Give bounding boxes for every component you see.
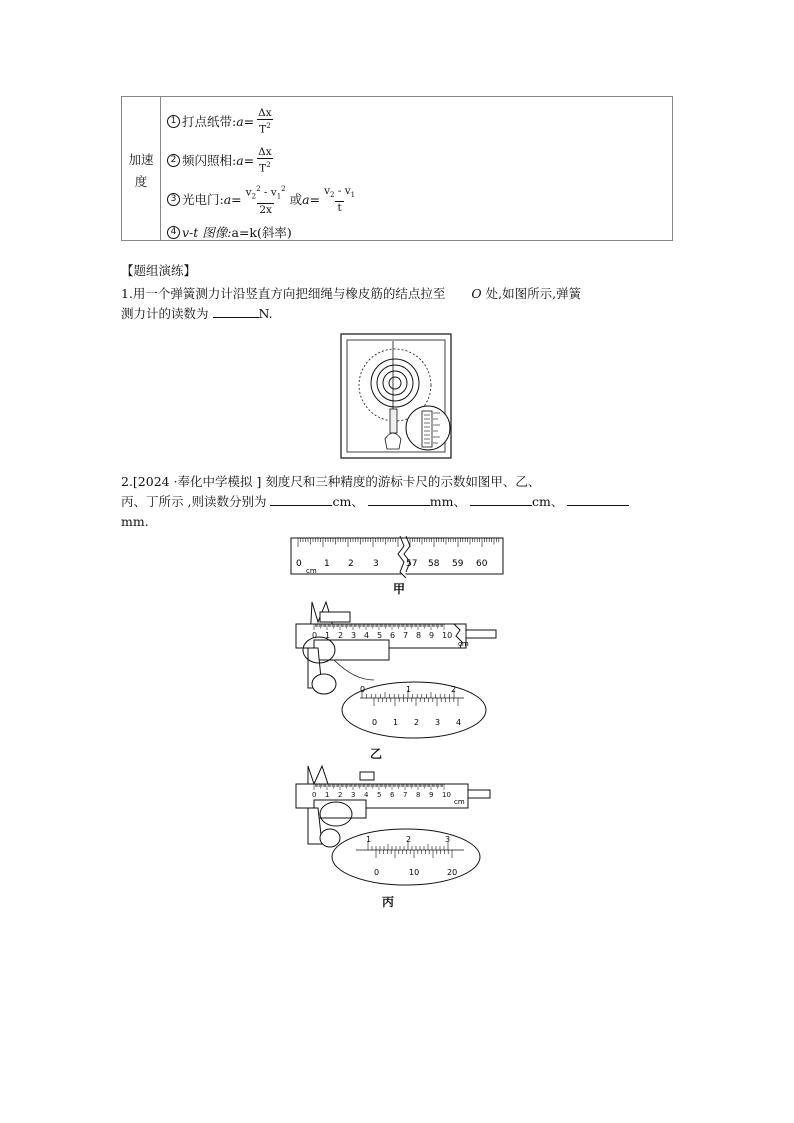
main-scale-label: 5 — [377, 631, 383, 640]
zoom-bottom-1: 1 — [393, 718, 399, 727]
zoom-bottom-10: 10 — [409, 868, 420, 877]
q1-answer-blank[interactable] — [213, 305, 259, 318]
zoom-bottom-20: 20 — [447, 868, 458, 877]
q1-unit: N. — [258, 306, 273, 321]
q1-point: O — [471, 286, 482, 301]
ruler-label-60: 60 — [476, 559, 488, 569]
formula-or: 或 — [289, 192, 303, 208]
formula-row-2 — [167, 146, 276, 175]
main-scale-label: 2 — [338, 791, 343, 799]
main-scale-label: 8 — [416, 791, 421, 799]
q2-answer-blank-2[interactable] — [368, 493, 430, 506]
q2-text-3: mm. — [121, 514, 149, 529]
main-scale-label: 6 — [390, 631, 396, 640]
formula-rest: a=k(斜率) — [231, 225, 292, 240]
figure-caption-yi: 乙 — [370, 747, 383, 761]
zoom-top-3: 3 — [445, 835, 451, 844]
zoom-bottom-3: 3 — [435, 718, 441, 727]
caliper-figure-yi — [294, 600, 500, 742]
q1-text-2: 测力计的读数为 — [121, 306, 209, 321]
zoom-top-1: 1 — [366, 835, 372, 844]
formula-row-1 — [167, 107, 276, 136]
zoom-bottom-0: 0 — [372, 718, 378, 727]
formula-var: a= — [223, 191, 242, 207]
formula-var: a= — [236, 113, 255, 129]
main-scale-label: 9 — [429, 791, 434, 799]
caliper-unit: cm — [458, 640, 469, 648]
q2-unit-1: cm、 — [332, 494, 364, 509]
table-divider — [160, 97, 161, 240]
formula-prefix: v-t 图像: — [182, 225, 232, 240]
formula-row-4 — [167, 223, 292, 241]
main-scale-label: 7 — [403, 631, 409, 640]
main-scale-label: 4 — [364, 631, 370, 640]
zoom-top-2: 2 — [406, 835, 412, 844]
main-scale-label: 0 — [312, 791, 317, 799]
q2-answer-blank-3[interactable] — [470, 493, 532, 506]
formula-fraction: $\frac{\Delta x}{T^2}$ — [258, 146, 272, 175]
main-scale-label: 0 — [312, 631, 318, 640]
ruler-label-2: 2 — [348, 559, 354, 569]
main-scale-label: 8 — [416, 631, 422, 640]
q1-text-b: 处,如图所示,弹簧 — [485, 286, 582, 301]
main-scale-label: 10 — [442, 631, 453, 640]
q2-answer-blank-1[interactable] — [270, 493, 332, 506]
q2-answer-blank-4[interactable] — [567, 493, 629, 506]
main-scale-label: 5 — [377, 791, 382, 799]
figure-caption-bing: 丙 — [382, 895, 395, 909]
main-scale-label: 3 — [351, 791, 356, 799]
main-scale-label: 2 — [338, 631, 344, 640]
q2-unit-3: cm、 — [531, 494, 564, 509]
question-2 — [121, 472, 673, 532]
circled-number: 4 — [167, 226, 180, 239]
zoom-top-2: 2 — [451, 685, 457, 694]
main-scale-label: 3 — [351, 631, 357, 640]
formula-prefix: 频闪照相: — [182, 153, 237, 169]
figure-caption-jia: 甲 — [393, 582, 406, 596]
zoom-bottom-0: 0 — [374, 868, 380, 877]
section-title: 【题组演练】 — [121, 263, 197, 278]
formula-var: a= — [302, 191, 321, 207]
formula-var: a= — [236, 152, 255, 168]
formula-prefix: 光电门: — [182, 192, 224, 208]
ruler-label-1: 1 — [324, 559, 330, 569]
question-1 — [121, 284, 673, 324]
main-scale-label: 9 — [429, 631, 435, 640]
zoom-top-0: 0 — [360, 685, 366, 694]
ruler-label-57: 57 — [406, 559, 418, 569]
formula-fraction: $\frac{v_2^2 - v_1^2}{2x}$ — [245, 185, 286, 216]
q2-text-2: 丙、丁所示 ,则读数分别为 — [121, 494, 267, 509]
main-scale-label: 7 — [403, 791, 408, 799]
q2-unit-2: mm、 — [429, 494, 466, 509]
circled-number: 3 — [167, 193, 180, 206]
ruler-label-59: 59 — [452, 559, 464, 569]
main-scale-label: 1 — [325, 631, 331, 640]
ruler-label-3: 3 — [373, 559, 379, 569]
formula-prefix: 打点纸带: — [182, 114, 237, 130]
ruler-unit: cm — [306, 567, 317, 575]
formula-fraction: $\frac{\Delta x}{T^2}$ — [258, 107, 272, 136]
main-scale-label: 10 — [442, 791, 451, 799]
caliper-figure-bing — [294, 764, 494, 892]
circled-number: 2 — [167, 154, 180, 167]
formula-table — [121, 96, 673, 241]
formula-fraction: $\frac{v_2 - v_1}{t}$ — [324, 184, 356, 214]
caliper-unit: cm — [454, 798, 465, 806]
ruler-figure — [290, 536, 505, 578]
ruler-label-58: 58 — [428, 559, 440, 569]
q1-text: 1.用一个弹簧测力计沿竖直方向把细绳与橡皮筋的结点拉至 — [121, 286, 446, 301]
ruler-label-0: 0 — [296, 559, 302, 569]
q2-text-1: 2.[2024 ·奉化中学模拟 ] 刻度尺和三种精度的游标卡尺的示数如图甲、乙、 — [121, 474, 541, 489]
circled-number: 1 — [167, 115, 180, 128]
main-scale-label: 4 — [364, 791, 369, 799]
main-scale-label: 6 — [390, 791, 395, 799]
zoom-bottom-2: 2 — [414, 718, 420, 727]
zoom-top-1: 1 — [406, 685, 412, 694]
spring-scale-figure — [340, 333, 452, 459]
main-scale-label: 1 — [325, 791, 330, 799]
table-label: 加速度 — [128, 152, 154, 189]
formula-row-3 — [167, 183, 359, 216]
zoom-bottom-4: 4 — [456, 718, 462, 727]
